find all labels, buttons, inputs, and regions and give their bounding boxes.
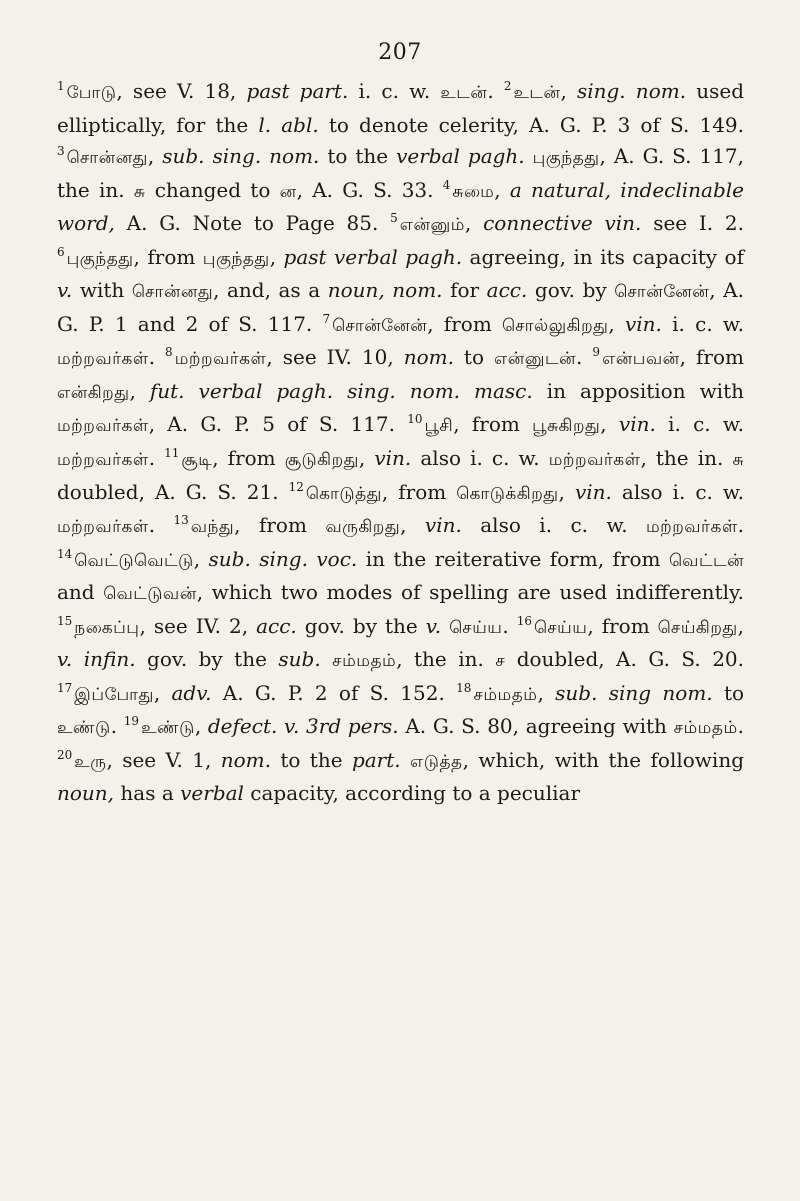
note-text: gov. by the — [135, 647, 279, 672]
italic-text: verbal — [180, 781, 244, 806]
note-text: and — [57, 580, 104, 605]
italic-text: sub. sing. voc. — [208, 546, 358, 571]
tamil-word: உடன் — [513, 83, 561, 103]
note-text: , the in. — [396, 647, 496, 672]
note-text: , from — [587, 613, 658, 638]
italic-text: v. — [425, 613, 442, 638]
tamil-word: வெட்டன் — [668, 550, 744, 571]
tamil-word: கொடுக்கிறது — [456, 483, 559, 504]
tamil-word: செய்கிறது — [657, 617, 738, 638]
italic-text: past part. — [246, 79, 349, 103]
italic-text: sing. nom. — [576, 79, 687, 103]
note-text: to — [453, 345, 495, 370]
note-text: . — [737, 714, 744, 739]
tamil-word: மற்றவர்கள் — [548, 450, 641, 471]
tamil-word: என்னுடன் — [494, 349, 577, 370]
note-text: , — [147, 144, 163, 169]
footnote-number: 16 — [516, 613, 533, 628]
page-number: 207 — [378, 40, 422, 65]
italic-text: vin. — [374, 446, 412, 471]
footnote — [57, 614, 509, 638]
footnote-number: 2 — [503, 79, 512, 93]
note-text: also i. c. w. — [411, 446, 549, 471]
note-text: to — [712, 680, 745, 705]
footnote-number: 4 — [442, 177, 451, 192]
note-text: , — [608, 311, 625, 336]
note-text: . — [148, 345, 156, 370]
italic-text: vin. — [618, 412, 656, 437]
note-text: changed to — [145, 177, 280, 202]
tamil-word: சு — [133, 181, 146, 202]
italic-text: connective vin. — [483, 211, 642, 236]
note-text: . — [576, 345, 583, 370]
note-text: A. G. Note to Page 85. — [114, 211, 379, 236]
tamil-word: செய்ய — [534, 617, 588, 638]
italic-text: sub. sing. nom. — [162, 144, 320, 169]
footnote — [57, 748, 744, 806]
tamil-word: சம்மதம் — [673, 718, 738, 739]
tamil-word: என்னும் — [399, 215, 465, 236]
italic-text: vin. — [424, 513, 462, 538]
italic-text: acc. — [486, 278, 528, 303]
note-text — [401, 748, 410, 772]
footnote — [124, 714, 744, 738]
tamil-word: எடுத்த — [410, 751, 463, 772]
tamil-word: கொடுத்து — [305, 483, 382, 504]
tamil-word: வந்து — [190, 517, 235, 538]
italic-text: fut. verbal pagh. sing. nom. masc. — [149, 378, 533, 403]
tamil-word: வெட்டுவன் — [103, 584, 197, 605]
note-text: , A. G. S. 117, the in. — [57, 144, 745, 202]
tamil-word: மற்றவர்கள் — [57, 349, 149, 370]
note-text: gov. by — [527, 278, 615, 303]
note-text: capacity, according to a peculiar — [243, 781, 581, 806]
tamil-word: மற்றவர்கள் — [645, 517, 738, 538]
note-text: i. c. w. — [348, 79, 441, 103]
note-text: . — [110, 714, 118, 739]
tamil-word: சுமை — [452, 181, 495, 202]
tamil-word: சொன்னேன் — [614, 282, 710, 303]
note-text: , see V. 18, — [116, 79, 247, 103]
note-text: , from — [453, 412, 533, 437]
note-text: , from — [234, 513, 326, 538]
footnote — [165, 345, 582, 369]
italic-text: nom. — [220, 747, 271, 772]
note-text: , — [194, 714, 208, 739]
tamil-word: மற்றவர்கள் — [174, 349, 267, 370]
note-text: , see IV. 10, — [266, 345, 404, 370]
note-text — [525, 144, 533, 168]
tamil-word: சு — [732, 450, 745, 471]
footnote-number: 9 — [592, 345, 601, 360]
footnote-number: 12 — [288, 479, 304, 494]
italic-text: defect. v. 3rd pers. — [207, 714, 399, 739]
tamil-word: பூசுகிறது — [532, 416, 601, 437]
note-text: . — [487, 79, 494, 103]
italic-text: acc. — [256, 613, 297, 638]
note-text: , from — [679, 345, 744, 370]
note-text: , A. G. P. 1 and 2 of S. 117. — [57, 278, 744, 336]
note-text: for — [442, 278, 487, 303]
italic-text: sub. sing nom. — [555, 680, 713, 705]
footnote-number: 10 — [407, 412, 423, 427]
note-text — [321, 647, 332, 671]
note-text: , — [558, 479, 575, 504]
footnote — [173, 513, 744, 537]
tamil-word: மற்றவர்கள் — [57, 450, 149, 471]
note-text: in apposition with — [532, 378, 744, 403]
note-text — [441, 614, 449, 638]
tamil-word: மற்றவர்கள் — [57, 517, 149, 538]
note-text: , the in. — [640, 446, 733, 471]
tamil-word: போடு — [66, 83, 117, 103]
note-text: , which two modes of spelling are used indifferently. — [196, 580, 745, 605]
tamil-word: இப்போது — [74, 684, 154, 705]
note-text: , A. G. P. 5 of S. 117. — [148, 412, 396, 437]
note-text: agreeing, in its capacity of — [462, 244, 744, 269]
note-text: has a — [114, 781, 181, 806]
tamil-word: பூசி — [424, 416, 454, 437]
footnote-number: 7 — [322, 311, 331, 326]
italic-text: part. — [351, 747, 401, 772]
italic-text: v. — [57, 278, 73, 303]
note-text: doubled, A. G. S. 21. — [57, 479, 279, 504]
italic-text: vin. — [574, 479, 612, 504]
italic-text: vin. — [624, 311, 662, 336]
note-text: in the reiterative form, from — [357, 546, 669, 571]
note-text: , — [400, 513, 425, 538]
note-text: with — [72, 278, 132, 303]
note-text: , and, as a — [213, 278, 328, 303]
footnote-number: 8 — [165, 345, 173, 360]
note-text: , — [129, 378, 150, 403]
note-text: also i. c. w. — [461, 513, 646, 538]
note-text: , which, with the following — [462, 747, 745, 772]
italic-text: l. abl. — [258, 112, 319, 137]
note-text: to the — [319, 144, 397, 169]
note-text: i. c. w. — [661, 311, 744, 336]
italic-text: noun, nom. — [327, 278, 443, 303]
tamil-word: உண்டு — [57, 718, 111, 739]
tamil-word: சொல்லுகிறது — [502, 315, 609, 336]
tamil-word: புகுந்தது — [202, 248, 270, 269]
tamil-word: ன — [279, 181, 297, 202]
italic-text: adv. — [171, 680, 212, 705]
italic-text: verbal pagh. — [396, 144, 525, 169]
footnote-number: 6 — [57, 244, 65, 259]
note-text: gov. by the — [296, 613, 426, 638]
note-text: . — [737, 513, 745, 538]
note-text: see I. 2. — [641, 211, 745, 236]
tamil-word: செய்ய — [449, 617, 503, 638]
italic-text: sub. — [278, 647, 321, 672]
note-text: , — [193, 546, 209, 571]
tamil-word: உரு — [74, 751, 107, 772]
tamil-word: புகுந்தது — [532, 148, 600, 169]
tamil-word: வருகிறது — [325, 517, 401, 538]
footnote-number: 19 — [123, 714, 140, 729]
tamil-word: சொன்னேன் — [332, 315, 428, 336]
note-text: . — [148, 446, 156, 471]
italic-text: v. infin. — [57, 647, 136, 672]
tamil-word: உண்டு — [141, 718, 195, 739]
italic-text: nom. — [403, 345, 454, 370]
tamil-word: சூடி — [181, 450, 213, 471]
note-text: , — [537, 680, 556, 705]
footnote-number: 18 — [456, 680, 472, 695]
footnote-number: 5 — [390, 211, 398, 226]
note-text: , — [269, 244, 284, 269]
tamil-word: வெட்டுவெட்டு — [74, 550, 194, 571]
footnote-number: 17 — [57, 680, 73, 695]
tamil-word: சொன்னது — [66, 148, 148, 169]
footnote — [57, 547, 744, 605]
note-text: , from — [212, 446, 285, 471]
note-text: , from — [133, 244, 203, 269]
note-text: , from — [381, 479, 457, 504]
note-text: , — [737, 613, 744, 638]
footnote-number: 11 — [164, 446, 180, 461]
note-text: , — [494, 177, 510, 202]
footnote — [57, 79, 494, 103]
note-text: , see V. 1, — [106, 747, 221, 772]
note-text: i. c. w. — [655, 412, 745, 437]
tamil-word: ச — [495, 651, 506, 672]
note-text: , — [153, 680, 172, 705]
italic-text: a natural, indeclinable word, — [57, 177, 744, 236]
note-text: , — [358, 446, 375, 471]
footnote — [57, 681, 445, 705]
note-text: used elliptically, for the — [57, 79, 744, 137]
note-text: to denote celerity, A. G. P. 3 of S. 149. — [318, 112, 745, 137]
tamil-word: சம்மதம் — [332, 651, 397, 672]
note-text: . — [502, 613, 509, 638]
italic-text: past verbal pagh. — [283, 244, 463, 269]
tamil-word: என்பவன் — [602, 349, 680, 370]
footnote-number: 14 — [57, 546, 73, 561]
note-text: , — [600, 412, 619, 437]
tamil-word: என்கிறது — [57, 382, 130, 403]
footnote-number: 3 — [57, 144, 65, 159]
note-text: , — [464, 211, 484, 236]
footnote-number: 1 — [57, 79, 65, 93]
note-text: , A. G. S. 33. — [296, 177, 434, 202]
note-text: doubled, A. G. S. 20. — [505, 647, 744, 672]
note-text: , from — [427, 311, 502, 336]
note-text: to the — [270, 747, 352, 772]
tamil-word: மற்றவர்கள் — [57, 416, 149, 437]
footnote — [390, 211, 744, 235]
note-text: , see IV. 2, — [139, 613, 257, 638]
footnotes-paragraph — [57, 76, 744, 810]
note-text: A. G. P. 2 of S. 152. — [211, 680, 445, 705]
footnotes-block — [57, 76, 744, 810]
tamil-word: சொன்னது — [131, 282, 214, 303]
tamil-word: புகுந்தது — [66, 248, 134, 269]
note-text: also i. c. w. — [611, 479, 745, 504]
tamil-word: சம்மதம் — [473, 684, 538, 705]
footnote-number: 15 — [57, 613, 73, 628]
note-text: A. G. S. 80, agreeing with — [398, 714, 674, 739]
tamil-word: சூடுகிறது — [284, 450, 359, 471]
tamil-word: உடன் — [440, 83, 488, 103]
footnote-number: 13 — [173, 513, 189, 528]
footnote-number: 20 — [57, 747, 73, 762]
italic-text: noun, — [57, 781, 115, 806]
note-text: . — [148, 513, 156, 538]
tamil-word: நகைப்பு — [74, 617, 140, 638]
note-text: , — [560, 79, 577, 103]
